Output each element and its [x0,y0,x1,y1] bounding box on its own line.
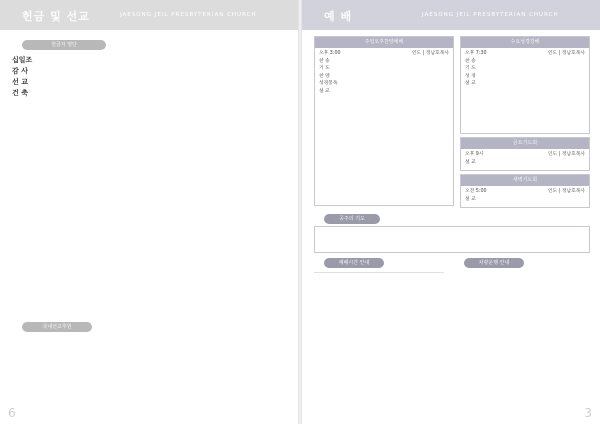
order-label: 오전 5:00 [465,189,487,194]
right-header-subtitle: JAESONG JEIL PRESBYTERIAN CHURCH [422,12,559,18]
tithe-section [12,54,286,100]
order-label: 기 도 [465,66,476,72]
order-content [476,80,585,88]
right-header [302,0,600,30]
service-order-row [315,50,453,58]
order-content [476,196,585,204]
order-label: 찬 송 [465,58,476,64]
order-content [487,188,548,196]
left-header [0,0,298,30]
tithe-title: 십일조 [12,56,33,64]
order-content [483,151,547,159]
service-order-row [315,88,453,96]
table-header-cell [357,272,400,273]
order-label: 설 교 [465,196,476,202]
order-label: 찬 양 [319,73,330,79]
service-order-row [461,188,589,196]
order-content [476,159,585,167]
table-header-cell [401,272,444,273]
order-person: 인도 | 정남호목사 [547,51,585,56]
left-page-number: 6 [8,406,16,420]
table-header-cell [314,272,357,273]
prayer-box [314,226,590,253]
order-content [476,65,585,73]
order-person: 인도 | 정남호목사 [411,51,449,56]
domestic-missions-label: 국내선교후원 [22,322,92,332]
order-label: 설 교 [465,159,476,165]
order-content [330,88,449,96]
order-label: 오후 7:30 [465,51,487,56]
service-order-row [461,196,589,204]
service-order-row [315,73,453,81]
duty-roster-table [314,272,444,273]
wednesday-service-title: 수요성경강해 [461,37,589,48]
wednesday-service-order [461,50,589,88]
order-label: 설 교 [319,88,330,94]
wednesday-service-box [460,36,590,134]
service-order-row [461,73,589,81]
thanks-title: 감 사 [12,67,28,75]
service-order-row [315,58,453,66]
service-order-row [461,159,589,167]
service-order-row [461,65,589,73]
dawn-prayer-box [460,174,590,208]
service-order-row [461,151,589,159]
sunday-service-title: 주일오후찬양예배 [315,37,453,48]
order-content [341,50,412,58]
order-content [330,58,449,66]
offering-list-label: 헌금자 명단 [22,40,106,50]
order-content [338,80,449,88]
order-content [330,73,449,81]
order-content [476,58,585,66]
friday-prayer-order [461,151,589,166]
dawn-prayer-order [461,188,589,203]
service-order-row [461,58,589,66]
service-order-row [461,80,589,88]
order-content [487,50,548,58]
duty-roster-title: 예배시간 안내 [324,258,384,268]
order-label: 오후 9시 [465,152,484,157]
table-header-row [314,272,444,273]
right-page-number: 3 [584,406,592,420]
order-content [330,65,449,73]
order-label: 기 도 [319,66,330,72]
building-title: 건 축 [12,89,28,97]
prayer-title: 공주의 기도 [324,214,380,224]
left-page [0,0,298,424]
service-order-row [315,65,453,73]
left-header-title: 헌금 및 선교 [22,10,90,23]
order-label: 찬 송 [319,58,330,64]
order-content [476,73,585,81]
order-label: 오후 3:00 [319,51,341,56]
service-order-row [315,80,453,88]
right-header-title: 예 배 [324,10,353,23]
sunday-service-order [315,50,453,96]
order-label: 성경봉독 [319,81,338,87]
order-label: 설 교 [465,81,476,87]
friday-prayer-box [460,137,590,171]
order-person: 인도 | 정남호목사 [547,152,585,157]
dawn-prayer-title: 새벽기도회 [461,175,589,186]
schedule-title: 차량운행 안내 [464,258,524,268]
left-header-subtitle: JAESONG JEIL PRESBYTERIAN CHURCH [120,12,257,18]
sunday-service-box [314,36,454,206]
mission-title: 선 교 [12,78,28,86]
order-person: 인도 | 정남호목사 [547,189,585,194]
friday-prayer-title: 금요기도회 [461,138,589,149]
service-order-row [461,50,589,58]
order-label: 성 경 [465,73,476,79]
right-page [302,0,600,424]
